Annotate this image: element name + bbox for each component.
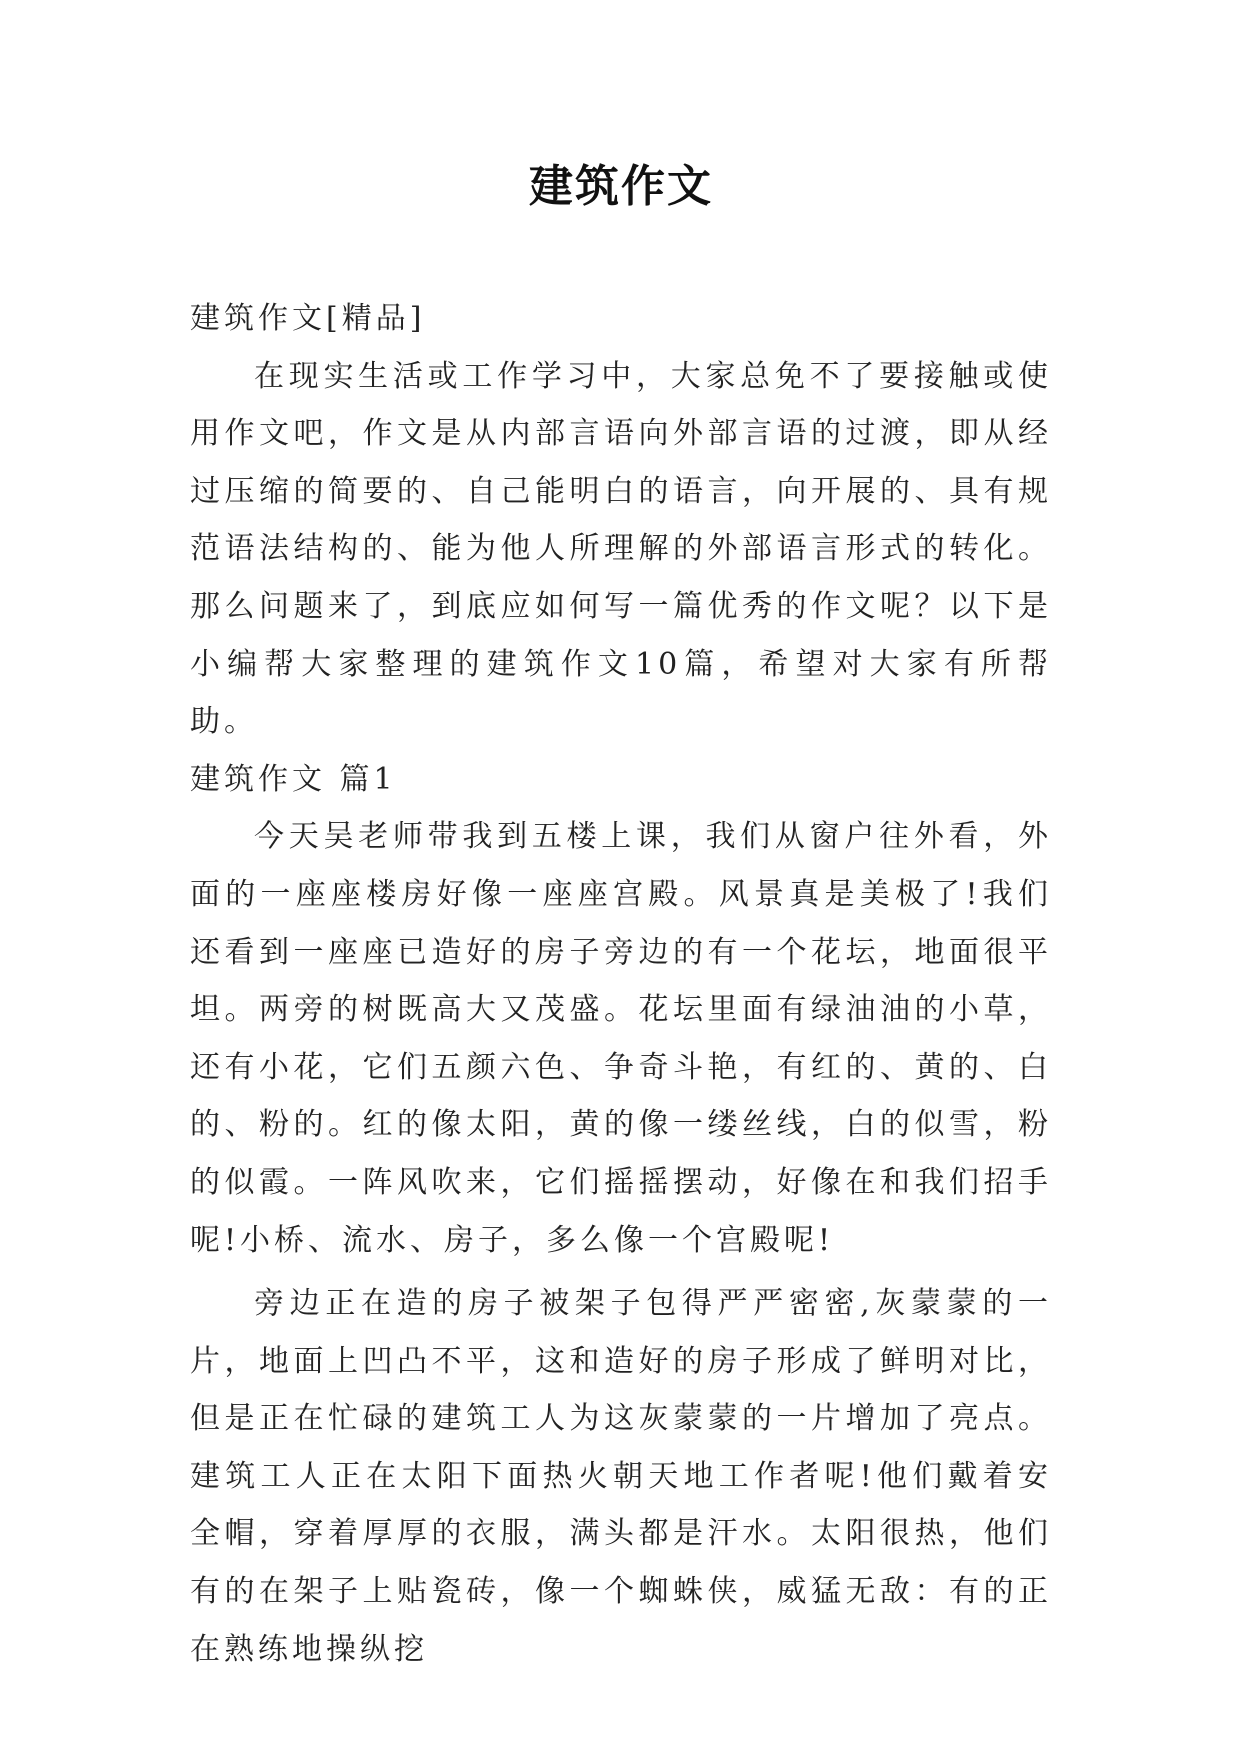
- intro-paragraph: 在现实生活或工作学习中，大家总免不了要接触或使用作文吧，作文是从内部言语向外部言语的过渡，即从经过压缩的简要的、自己能明白的语言，向开展的、具有规范语法结构的、能为他人所理解的外部语言形式的转化。那么问题来了，到底应如何写一篇优秀的作文呢？以下是小编帮大家整理的建筑作文10篇，希望对大家有所帮助。: [190, 358, 1052, 740]
- document-page: [190, 0, 1052, 1754]
- section-heading: 建筑作文 篇1: [190, 761, 397, 797]
- section-paragraph-2: 旁边正在造的房子被架子包得严严密密,灰蒙蒙的一片，地面上凹凸不平，这和造好的房子形成了鲜明对比，但是正在忙碌的建筑工人为这灰蒙蒙的一片增加了亮点。建筑工人正在太阳下面热火朝天地工作者呢!他们戴着安全帽，穿着厚厚的衣服，满头都是汗水。太阳很热，他们有的在架子上贴瓷砖，像一个蜘蛛侠，威猛无敌：有的正在熟练地操纵挖: [190, 1286, 1052, 1667]
- section-paragraph-1: 今天吴老师带我到五楼上课，我们从窗户往外看，外面的一座座楼房好像一座座宫殿。风景真是美极了!我们还看到一座座已造好的房子旁边的有一个花坛，地面很平坦。两旁的树既高大又茂盛。花坛里面有绿油油的小草，还有小花，它们五颜六色、争奇斗艳，有红的、黄的、白的、粉的。红的像太阳，黄的像一缕丝线，白的似雪，粉的似霞。一阵风吹来，它们摇摇摆动，好像在和我们招手呢!小桥、流水、房子，多么像一个宫殿呢!: [190, 819, 1052, 1258]
- document-subtitle: 建筑作文[精品]: [190, 301, 426, 336]
- document-title: 建筑作文: [529, 161, 713, 212]
- document-body: [190, 290, 1052, 1678]
